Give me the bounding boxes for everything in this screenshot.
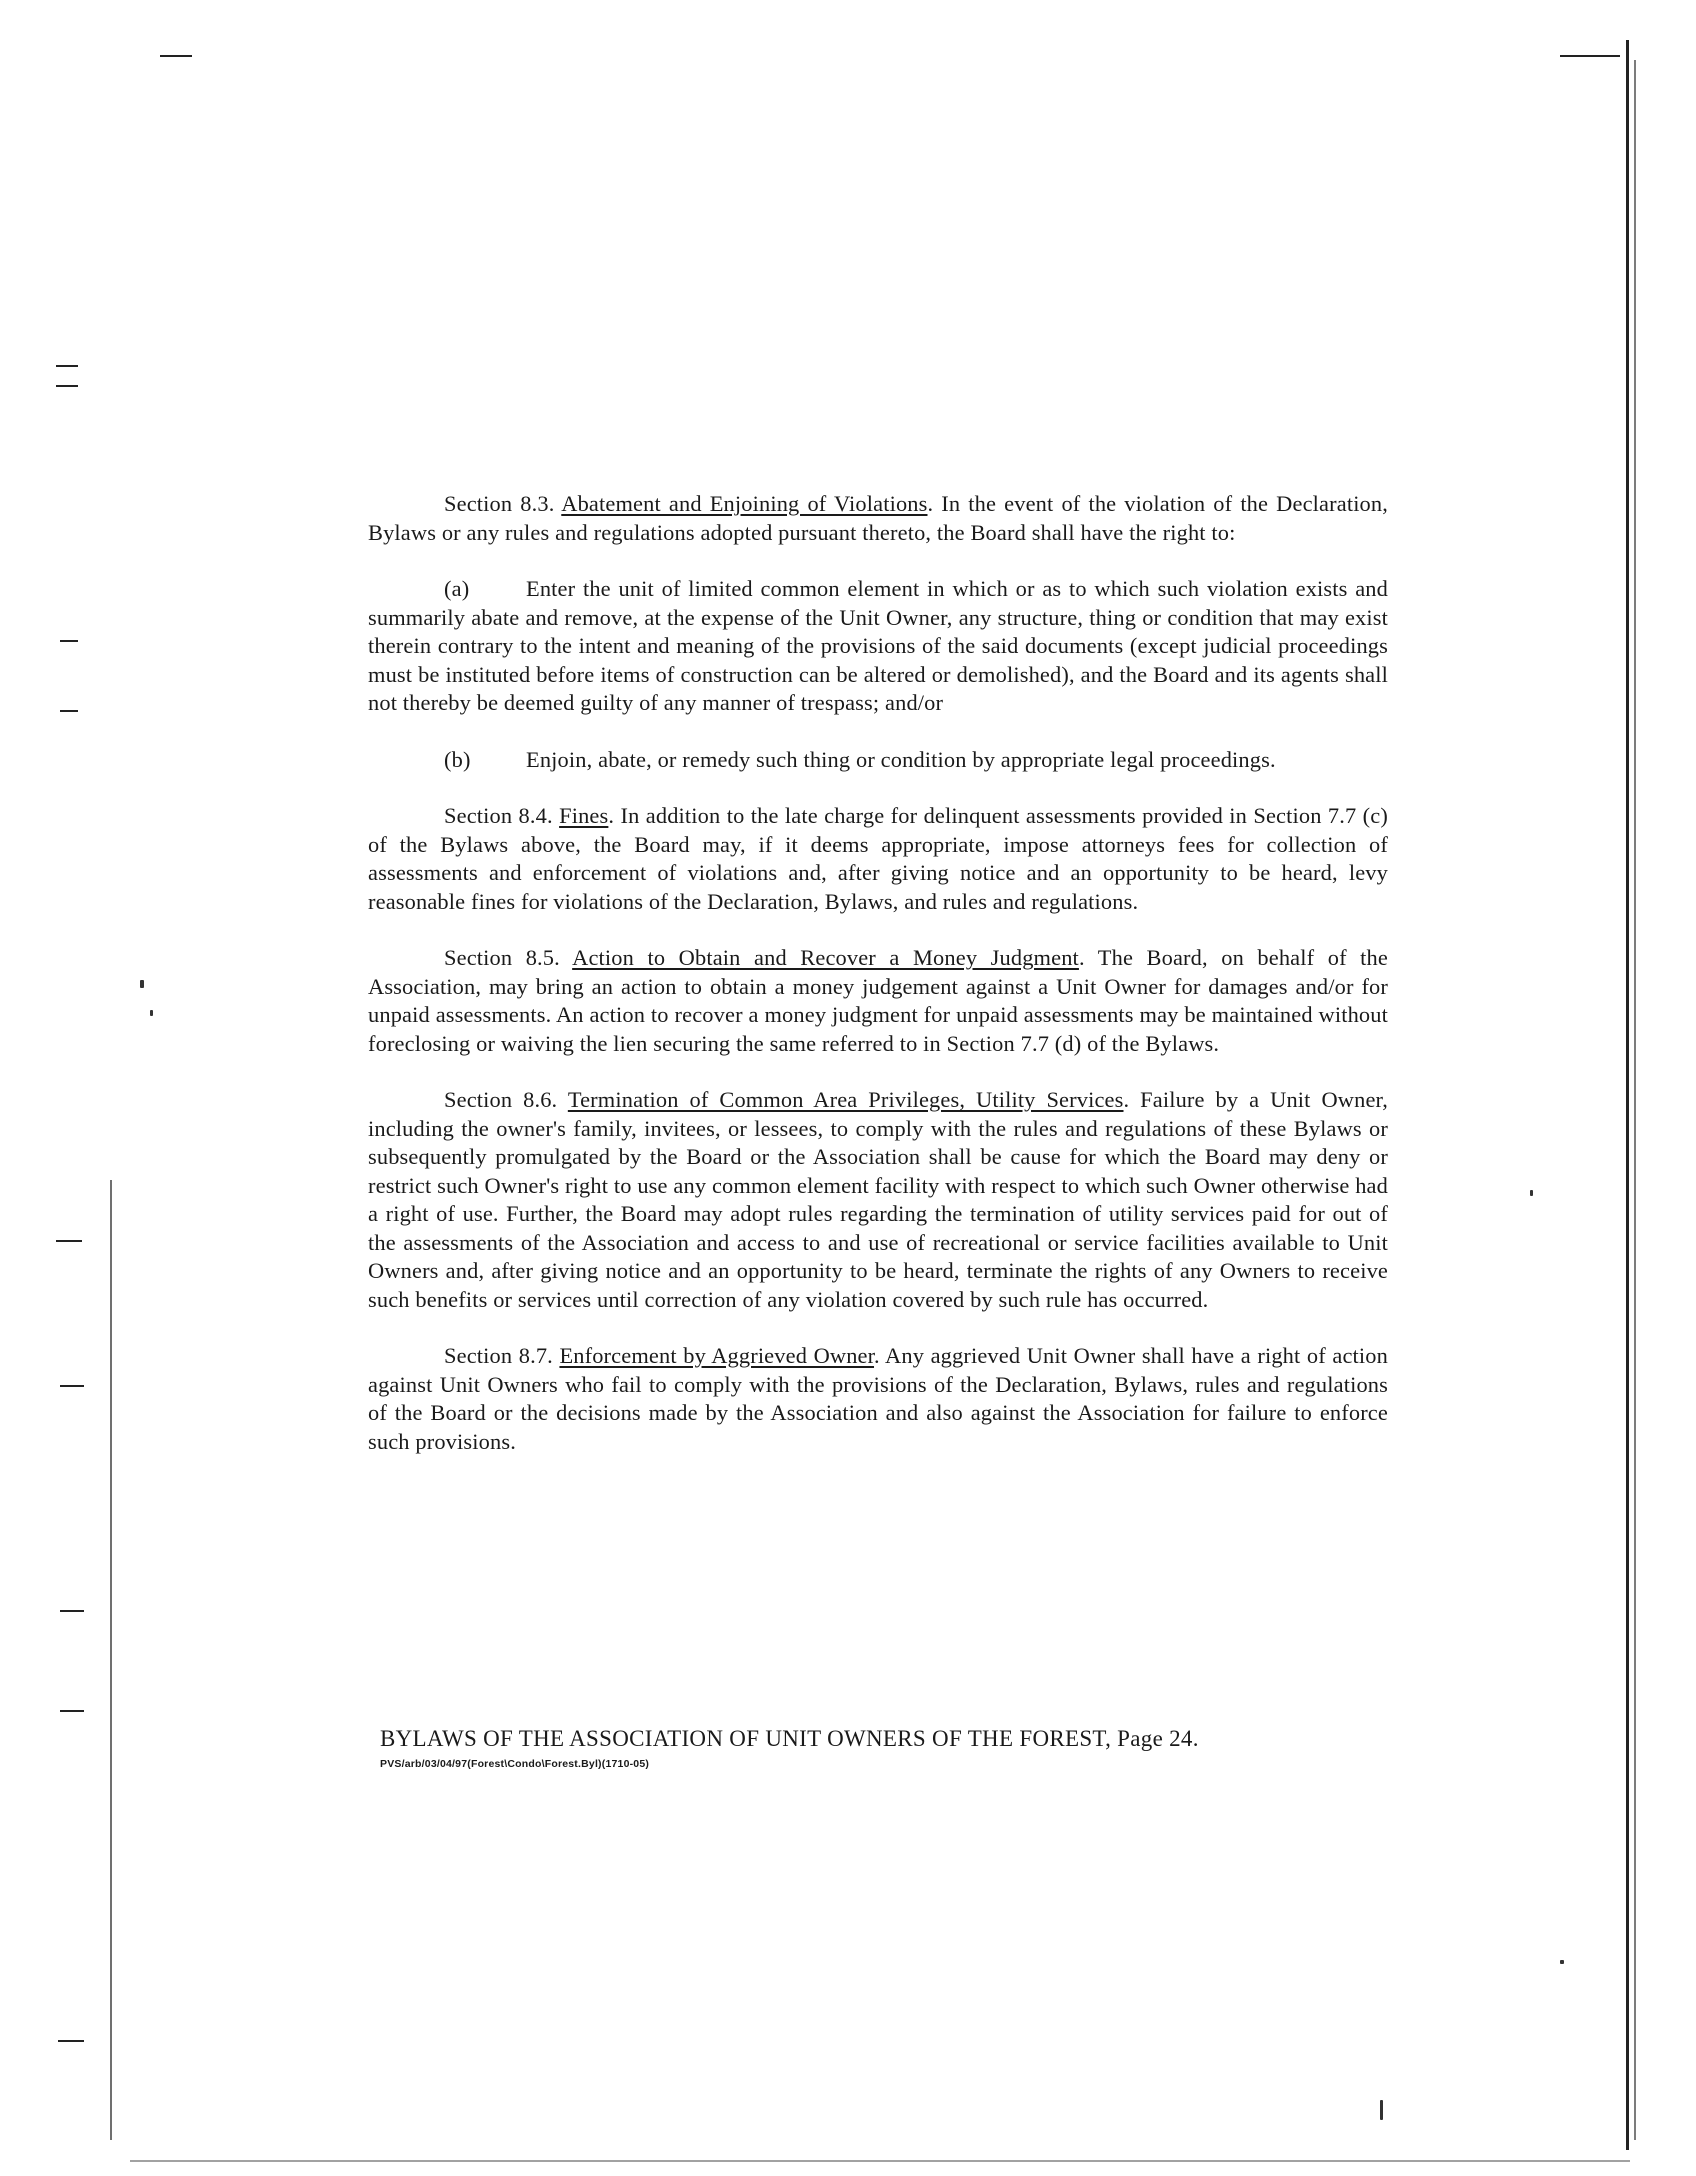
scan-speck [150,1010,153,1016]
scan-mark [58,2040,84,2042]
scan-edge-right [1626,40,1629,2150]
footer-file-code: PVS/arb/03/04/97(Forest\Condo\Forest.Byl)(1710-05) [380,1758,650,1770]
scan-mark [56,385,78,387]
scan-mark [60,1610,84,1612]
item-text: Enjoin, abate, or remedy such thing or condition by appropriate legal proceedings. [526,746,1276,772]
scan-mark [160,55,192,57]
section-number: Section 8.5. [444,945,573,970]
item-a-paragraph [368,575,1388,718]
scan-mark [60,1710,84,1712]
section-8-5-paragraph [368,944,1388,1058]
section-heading: Abatement and Enjoining of Violations [561,491,928,516]
scan-mark [56,1240,82,1242]
section-number: Section 8.4. [444,803,560,828]
document-body [368,490,1388,1456]
scan-mark [60,710,78,712]
item-label: (b) [444,746,471,772]
scan-edge-bottom [130,2160,1630,2162]
footer-title: BYLAWS OF THE ASSOCIATION OF UNIT OWNERS OF THE FOREST, Page 24. [380,1726,1199,1751]
section-text: . Any aggrieved Unit Owner shall have a right of action against Unit Owners who fail to comply with the provisions of the Declaration, Bylaws, rules and regulations of the Board or the decisions made by the Association and also against the Association for failure to enforce such provisions. [368,1343,1388,1454]
section-heading: Termination of Common Area Privileges, Utility Services [567,1087,1124,1112]
scan-mark [60,1385,84,1387]
section-8-4-paragraph [368,802,1388,916]
scan-edge-left [110,1180,112,2140]
section-heading: Action to Obtain and Recover a Money Judgment [572,945,1079,970]
section-text: . In the event of the violation of the Declaration, Bylaws or any rules and regulations adopted pursuant thereto, the Board shall have the right to: [368,491,1389,545]
section-text: . In addition to the late charge for delinquent assessments provided in Section 7.7 (c) of the Bylaws above, the Board may, if it deems appropriate, impose attorneys fees for collection of assessments and enforcement of violations and, after giving notice and an opportunity to be heard, levy reasonable fines for violations of the Declaration, Bylaws, and rules and regulations. [368,803,1388,914]
scan-edge-right-inner [1634,60,1636,2140]
section-heading: Enforcement by Aggrieved Owner [559,1343,875,1368]
section-heading: Fines [559,803,609,828]
section-8-7-paragraph [368,1342,1388,1456]
section-number: Section 8.6. [444,1087,568,1112]
section-text: . The Board, on behalf of the Association, may bring an action to obtain a money judgement against a Unit Owner for damages and/or for unpaid assessments. An action to recover a money judgment for unpaid assessments may be maintained without foreclosing or waiving the lien securing the same referred to in Section 7.7 (d) of the Bylaws. [368,945,1388,1056]
section-number: Section 8.7. [444,1343,560,1368]
scan-speck [1380,2100,1383,2120]
section-text: . Failure by a Unit Owner, including the owner's family, invitees, or lessees, to comply with the rules and regulations of these Bylaws or subsequently promulgated by the Board or the Association shall be cause for which the Board may deny or restrict such Owner's right to use any common element facility with respect to which such Owner otherwise had a right of use. Further, the Board may adopt rules regarding the termination of utility services paid for out of the assessments of the Association and access to and use of recreational or service facilities available to Unit Owners and, after giving notice and an opportunity to be heard, terminate the rights of any Owners to receive such benefits or services until correction of any violation covered by such rule has occurred. [368,1087,1388,1312]
item-label: (a) [444,576,470,601]
item-text: Enter the unit of limited common element in which or as to which such violation exists and summarily abate and remove, at the expense of the Unit Owner, any structure, thing or condition that may exist therein contrary to the intent and meaning of the provisions of the said documents (except judicial proceedings must be instituted before items of construction can be altered or demolished), and the Board and its agents shall not thereby be deemed guilty of any manner of trespass; and/or [368,576,1388,715]
scan-speck [140,980,144,988]
scan-mark [1560,55,1620,57]
section-8-3-paragraph [368,490,1388,547]
item-b-paragraph [368,746,1388,775]
scan-mark [60,640,78,642]
scan-mark [56,365,78,367]
scan-speck [1530,1190,1533,1196]
section-8-6-paragraph [368,1086,1388,1314]
section-number: Section 8.3. [444,491,562,516]
scan-speck [1560,1960,1564,1964]
